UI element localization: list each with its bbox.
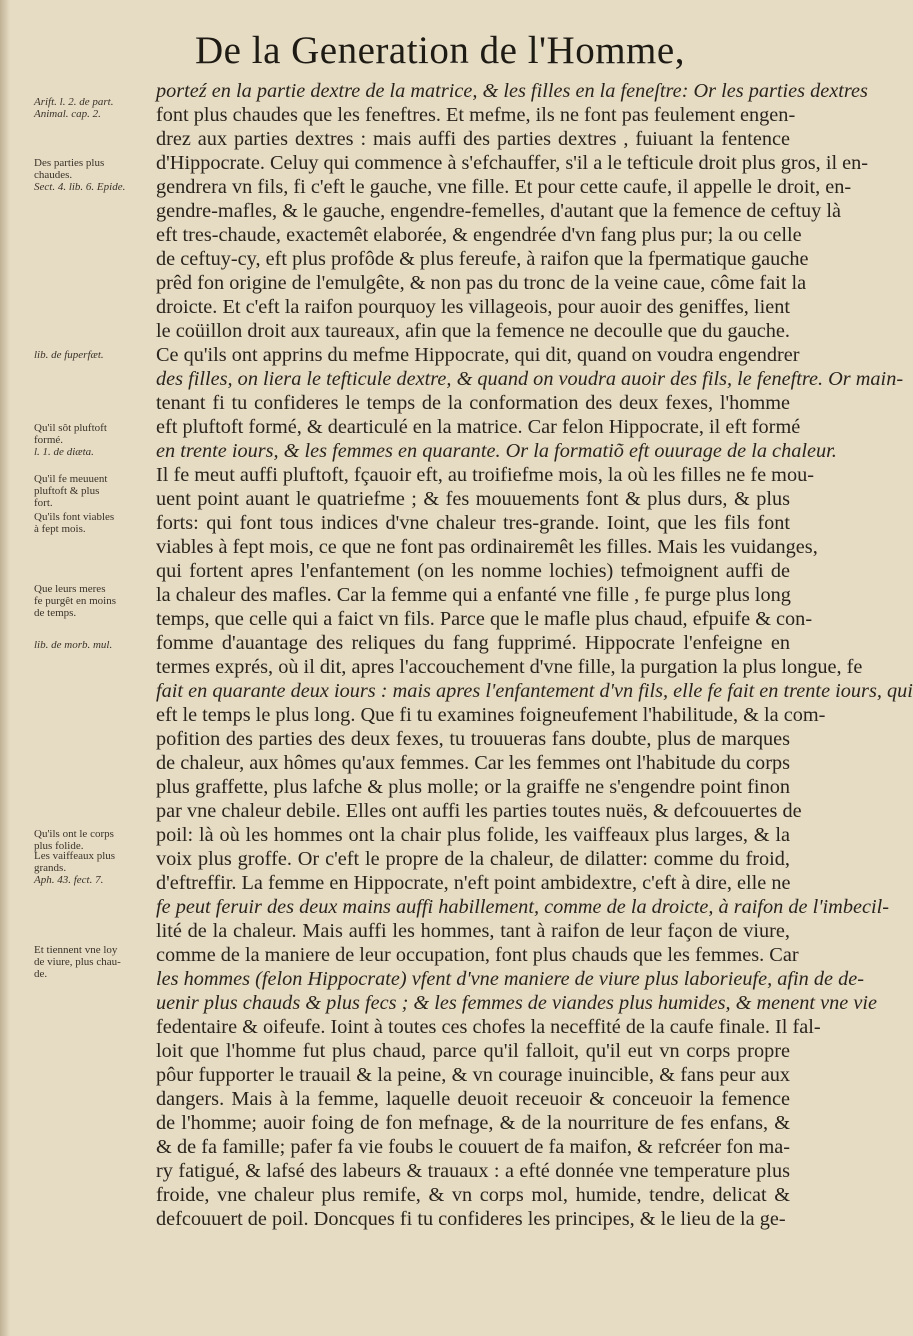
text-line: prêd fon origine de l'emulgête, & non pas du tronc de la veine caue, côme fait la <box>156 272 807 294</box>
margin-note <box>34 828 154 852</box>
text-line: de ceftuy-cy, eft plus profôde & plus fereufe, à raifon que la fpermatique gauche <box>156 248 809 270</box>
text-line: defcouuert de poil. Doncques fi tu confideres les principes, & le lieu de la ge- <box>156 1208 786 1230</box>
margin-note-line: grands. <box>34 862 67 874</box>
text-line: lité de la chaleur. Mais auffi les hommes, tant à raifon de leur façon de viure, <box>156 920 790 942</box>
text-line: qui fortent apres l'enfantement (on les nomme lochies) tefmoignent auffi de <box>156 560 790 582</box>
text-line: gendrera vn fils, fi c'eft le gauche, vne fille. Et pour cette caufe, il appelle le droit, en- <box>156 176 852 198</box>
margin-note-line: pluftoft & plus <box>34 485 100 497</box>
margin-note <box>34 422 154 446</box>
margin-note-line: Les vaiffeaux plus <box>34 850 116 862</box>
text-line: voix plus groffe. Or c'eft le propre de la chaleur, de dilatter: comme du froid, <box>156 848 790 870</box>
margin-note <box>34 874 154 886</box>
margin-note <box>34 511 154 535</box>
text-line: par vne chaleur debile. Elles ont auffi les parties toutes nuës, & defcouuertes de <box>156 800 802 822</box>
text-line: la chaleur des mafles. Car la femme qui a enfanté vne fille , fe purge plus long <box>156 584 791 606</box>
text-line: poil: là où les hommes ont la chair plus folide, les vaiffeaux plus larges, & la <box>156 824 790 846</box>
text-line: fomme d'auantage des reliques du fang fupprimé. Hippocrate l'enfeigne en <box>156 632 790 654</box>
margin-note-line: formé. <box>34 434 64 446</box>
running-header <box>0 28 800 78</box>
text-line: drez aux parties dextres : mais auffi des parties dextres , fuiuant la fentence <box>156 128 790 150</box>
margin-note-line: fort. <box>34 497 53 509</box>
text-line: ry fatigué, & lafsé des labeurs & trauaux : a efté donnée vne temperature plus <box>156 1160 790 1182</box>
text-line: uenir plus chauds & plus fecs ; & les femmes de viandes plus humides, & menent vne vie <box>156 992 877 1014</box>
text-line: pôur fupporter le trauail & la peine, & vn courage inuincible, & fans peur aux <box>156 1064 790 1086</box>
text-line: uent point auant le quatriefme ; & fes mouuements font & plus durs, & plus <box>156 488 790 510</box>
text-line: eft le temps le plus long. Que fi tu examines foigneufement l'habilitude, & la com- <box>156 704 826 726</box>
margin-note <box>34 157 154 181</box>
margin-note-line: Arift. l. 2. de part. <box>34 96 114 108</box>
text-line: pofition des parties des deux fexes, tu trouueras fans doubte, plus de marques <box>156 728 790 750</box>
margin-note-line: lib. de morb. mul. <box>34 639 113 651</box>
margin-note <box>34 583 154 619</box>
margin-note-line: l. 1. de diæta. <box>34 446 94 458</box>
text-line: viables à fept mois, ce que ne font pas ordinairemêt les filles. Mais les vuidanges, <box>156 536 818 558</box>
text-line: les hommes (felon Hippocrate) vfent d'vne maniere de viure plus laborieufe, afin de de- <box>156 968 864 990</box>
text-line: de chaleur, aux hômes qu'aux femmes. Car les femmes ont l'habitude du corps <box>156 752 790 774</box>
margin-note-line: Sect. 4. lib. 6. Epide. <box>34 181 126 193</box>
text-line: en trente iours, & les femmes en quarante. Or la formatiõ eft ouurage de la chaleur. <box>156 440 837 462</box>
margin-note-line: Qu'ils font viables <box>34 511 115 523</box>
body-text <box>156 79 913 1231</box>
text-line: loit que l'homme fut plus chaud, parce qu'il falloit, qu'il eut vn corps propre <box>156 1040 790 1062</box>
margin-note-line: de. <box>34 968 48 980</box>
text-line: Il fe meut auffi pluftoft, fçauoir eft, au troifiefme mois, la où les filles ne fe mou- <box>156 464 814 486</box>
margin-note <box>34 944 154 980</box>
text-line: dangers. Mais à la femme, laquelle deuoit receuoir & conceuoir la femence <box>156 1088 790 1110</box>
margin-note-line: Que leurs meres <box>34 583 106 595</box>
text-line: forts: qui font tous indices d'vne chaleur tres-grande. Ioint, que les fils font <box>156 512 790 534</box>
margin-note-line: Des parties plus <box>34 157 105 169</box>
margin-note-line: Qu'il fe meuuent <box>34 473 108 485</box>
margin-note-line: Qu'il sôt pluftoft <box>34 422 107 434</box>
text-line: fait en quarante deux iours : mais apres l'enfantement d'vn fils, elle fe fait en trente iours, qui <box>156 680 913 702</box>
text-line: plus graffette, plus lafche & plus molle; or la graiffe ne s'engendre point finon <box>156 776 790 798</box>
margin-note-line: à fept mois. <box>34 523 86 535</box>
margin-note <box>34 446 154 458</box>
page-title: De la Generation de l'Homme, <box>195 29 685 72</box>
text-line: des filles, on liera le tefticule dextre, & quand on voudra auoir des fils, le feneftre. Or main- <box>156 368 904 390</box>
text-line: de l'homme; auoir foing de fon mefnage, & de la nourriture de fes enfans, & <box>156 1112 790 1134</box>
text-line: gendre-mafles, & le gauche, engendre-femelles, d'autant que la femence de ceftuy là <box>156 200 841 222</box>
text-line: froide, vne chaleur plus remife, & vn corps mol, humide, tendre, delicat & <box>156 1184 790 1206</box>
text-line: fedentaire & oifeufe. Ioint à toutes ces chofes la neceffité de la caufe finale. Il fal- <box>156 1016 821 1038</box>
margin-note-line: chaudes. <box>34 169 73 181</box>
margin-note <box>34 850 154 874</box>
margin-note <box>34 473 154 509</box>
margin-note <box>34 96 154 120</box>
text-line: eft pluftoft formé, & dearticulé en la matrice. Car felon Hippocrate, il eft formé <box>156 416 801 438</box>
margin-note-line: lib. de fuperfæt. <box>34 349 104 361</box>
margin-note <box>34 181 154 193</box>
margin-note-line: Animal. cap. 2. <box>34 108 101 120</box>
text-line: porteź en la partie dextre de la matrice, & les filles en la feneſtre: Or les parties dextres <box>156 80 868 102</box>
margin-note-line: plus folide. <box>34 840 84 852</box>
text-line: comme de la maniere de leur occupation, font plus chauds que les femmes. Car <box>156 944 799 966</box>
margin-note-line: de temps. <box>34 607 77 619</box>
text-line: eft tres-chaude, exactemêt elaborée, & engendrée d'vn fang plus pur; la ou celle <box>156 224 802 246</box>
text-line: d'Hippocrate. Celuy qui commence à s'efchauffer, s'il a le tefticule droit plus gros, il en- <box>156 152 869 174</box>
page-gutter-shadow <box>0 0 10 1336</box>
text-line: tenant fi tu confideres le temps de la conformation des deux fexes, l'homme <box>156 392 790 414</box>
text-line: droicte. Et c'eft la raifon pourquoy les villageois, pour auoir des geniffes, lient <box>156 296 790 318</box>
text-line: Ce qu'ils ont apprins du mefme Hippocrate, qui dit, quand on voudra engendrer <box>156 344 800 366</box>
margin-note-line: Aph. 43. fect. 7. <box>34 874 104 886</box>
text-line: fe peut feruir des deux mains auffi habillement, comme de la droicte, à raifon de l'imbecil- <box>156 896 889 918</box>
text-line: le coüillon droit aux taureaux, afin que la femence ne decoulle que du gauche. <box>156 320 790 342</box>
margin-note-line: de viure, plus chau- <box>34 956 121 968</box>
text-line: temps, que celle qui a faict vn fils. Parce que le mafle plus chaud, efpuife & con- <box>156 608 813 630</box>
text-line: & de fa famille; pafer fa vie foubs le couuert de fa maifon, & refcréer fon ma- <box>156 1136 790 1158</box>
margin-note <box>34 639 154 651</box>
margin-note-line: Qu'ils ont le corps <box>34 828 114 840</box>
text-line: termes exprés, où il dit, apres l'accouchement d'vne fille, la purgation la plus longue, fe <box>156 656 863 678</box>
margin-note <box>34 349 154 361</box>
margin-note-line: Et tiennent vne loy <box>34 944 118 956</box>
text-line: font plus chaudes que les feneftres. Et mefme, ils ne font pas feulement engen- <box>156 104 796 126</box>
margin-note-line: fe purgêt en moins <box>34 595 116 607</box>
text-line: d'eftreffir. La femme en Hippocrate, n'eft point ambidextre, c'eft à dire, elle ne <box>156 872 791 894</box>
